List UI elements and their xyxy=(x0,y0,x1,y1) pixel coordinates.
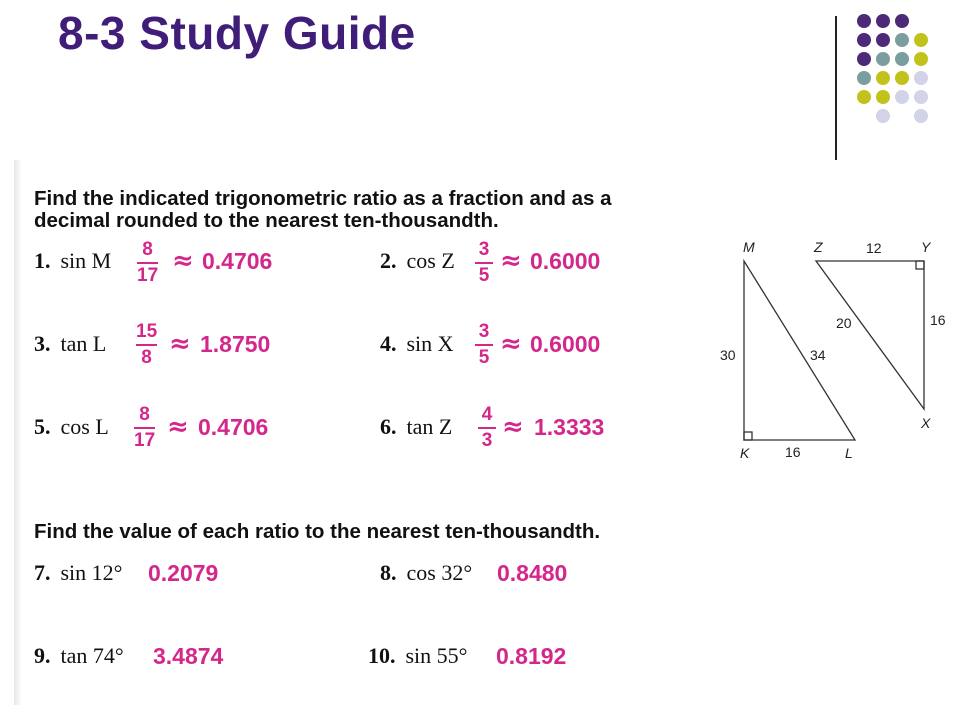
answer-decimal: 1.8750 xyxy=(200,331,271,357)
problem-expression: sin X xyxy=(406,331,454,356)
decorative-dot xyxy=(914,71,928,85)
problem-expression: sin 12° xyxy=(60,560,123,585)
side-label-ml: 34 xyxy=(810,347,826,363)
vertex-label-m: M xyxy=(743,239,755,255)
answer-decimal: 1.3333 xyxy=(534,414,605,440)
decorative-dot xyxy=(914,109,928,123)
fraction-denominator: 17 xyxy=(134,430,156,451)
fraction-denominator: 5 xyxy=(478,347,490,368)
problem-expression: cos 32° xyxy=(406,560,473,585)
problem-expression: tan L xyxy=(60,331,107,356)
fraction-bar xyxy=(475,262,493,264)
problem-7 xyxy=(34,560,122,586)
vertex-label-k: K xyxy=(740,445,750,461)
problem-5 xyxy=(34,414,109,440)
approx-symbol: ≈ xyxy=(169,329,191,359)
problem-number: 1. xyxy=(34,248,51,273)
side-label-yx: 16 xyxy=(930,312,946,328)
right-angle-mark-k xyxy=(744,432,752,440)
approx-symbol: ≈ xyxy=(172,246,194,276)
decorative-dot xyxy=(876,33,890,47)
answer-decimal: 0.6000 xyxy=(530,331,601,357)
fraction-denominator: 8 xyxy=(141,347,152,368)
decorative-dot xyxy=(857,14,871,28)
fraction-bar xyxy=(475,344,493,346)
answer-fraction xyxy=(478,405,496,451)
triangle-figure xyxy=(714,232,954,464)
fraction-numerator: 3 xyxy=(478,239,490,260)
triangle-zyx xyxy=(816,261,924,409)
problem-9 xyxy=(34,643,124,669)
answer-decimal: 0.4706 xyxy=(198,414,269,440)
problem-3 xyxy=(34,331,106,357)
approx-symbol: ≈ xyxy=(502,412,524,442)
decorative-dot xyxy=(857,90,871,104)
problem-1 xyxy=(34,248,111,274)
vertex-label-l: L xyxy=(845,445,853,461)
vertex-label-y: Y xyxy=(921,239,931,255)
problem-number: 7. xyxy=(34,560,51,585)
problem-6 xyxy=(380,414,452,440)
instruction-2: Find the value of each ratio to the nearest ten-thousandth. xyxy=(34,520,601,543)
approx-symbol: ≈ xyxy=(500,329,522,359)
fraction-numerator: 4 xyxy=(481,404,493,425)
problem-number: 10. xyxy=(368,643,396,668)
fraction-bar xyxy=(478,427,496,429)
right-angle-mark-y xyxy=(916,261,924,269)
fraction-numerator: 8 xyxy=(139,404,150,425)
problem-2 xyxy=(380,248,455,274)
side-label-kl: 16 xyxy=(785,444,801,460)
approx-symbol: ≈ xyxy=(167,412,189,442)
fraction-denominator: 17 xyxy=(137,265,159,286)
problem-10 xyxy=(368,643,467,669)
decorative-dot xyxy=(914,90,928,104)
decorative-dot xyxy=(895,14,909,28)
side-label-mk: 30 xyxy=(720,347,736,363)
fraction-bar xyxy=(134,427,155,429)
problem-8 xyxy=(380,560,472,586)
decorative-dot xyxy=(914,33,928,47)
answer-fraction xyxy=(475,240,493,286)
decorative-dot xyxy=(876,71,890,85)
side-label-zx: 20 xyxy=(836,315,852,331)
side-label-zy: 12 xyxy=(866,240,882,256)
problem-number: 2. xyxy=(380,248,397,273)
problem-expression: tan 74° xyxy=(60,643,124,668)
decorative-dot xyxy=(914,52,928,66)
decorative-dot xyxy=(895,52,909,66)
decorative-dot xyxy=(876,52,890,66)
problem-number: 5. xyxy=(34,414,51,439)
decorative-dot xyxy=(895,71,909,85)
answer-decimal: 0.2079 xyxy=(148,560,219,586)
answer-decimal: 3.4874 xyxy=(153,643,224,669)
fraction-denominator: 5 xyxy=(478,265,490,286)
instruction-line-1: Find the indicated trigonometric ratio as a fraction and as a xyxy=(34,187,612,210)
instruction-line-2: decimal rounded to the nearest ten-thousandth. xyxy=(34,209,499,232)
vertex-label-x: X xyxy=(921,415,931,431)
answer-decimal: 0.6000 xyxy=(530,248,601,274)
page-title: 8-3 Study Guide xyxy=(58,7,416,59)
problem-number: 8. xyxy=(380,560,397,585)
answer-fraction xyxy=(134,405,155,451)
approx-symbol: ≈ xyxy=(500,246,522,276)
problem-number: 9. xyxy=(34,643,51,668)
worksheet-edge-shadow xyxy=(14,160,22,705)
fraction-bar xyxy=(137,262,158,264)
problem-expression: tan Z xyxy=(406,414,453,439)
fraction-numerator: 3 xyxy=(478,321,490,342)
answer-fraction xyxy=(137,240,158,286)
decorative-dot xyxy=(857,52,871,66)
answer-fraction xyxy=(475,322,493,368)
answer-fraction xyxy=(136,322,157,368)
decorative-dot xyxy=(876,109,890,123)
problem-4 xyxy=(380,331,454,357)
answer-decimal: 0.8480 xyxy=(497,560,568,586)
problem-expression: cos Z xyxy=(406,248,455,273)
decorative-divider xyxy=(835,16,837,160)
decorative-dot xyxy=(895,90,909,104)
fraction-denominator: 3 xyxy=(481,430,493,451)
triangle-mkl xyxy=(744,261,855,440)
decorative-dot xyxy=(857,33,871,47)
decorative-dot xyxy=(876,14,890,28)
answer-decimal: 0.8192 xyxy=(496,643,567,669)
problem-number: 3. xyxy=(34,331,51,356)
decorative-dot xyxy=(895,33,909,47)
decorative-dot xyxy=(876,90,890,104)
problem-expression: sin 55° xyxy=(405,643,468,668)
problem-expression: cos L xyxy=(60,414,109,439)
answer-decimal: 0.4706 xyxy=(202,248,273,274)
problem-expression: sin M xyxy=(60,248,112,273)
fraction-numerator: 15 xyxy=(136,321,158,342)
decorative-dot xyxy=(857,71,871,85)
problem-number: 6. xyxy=(380,414,397,439)
problem-number: 4. xyxy=(380,331,397,356)
fraction-bar xyxy=(136,344,157,346)
fraction-numerator: 8 xyxy=(142,239,153,260)
vertex-label-z: Z xyxy=(814,239,823,255)
